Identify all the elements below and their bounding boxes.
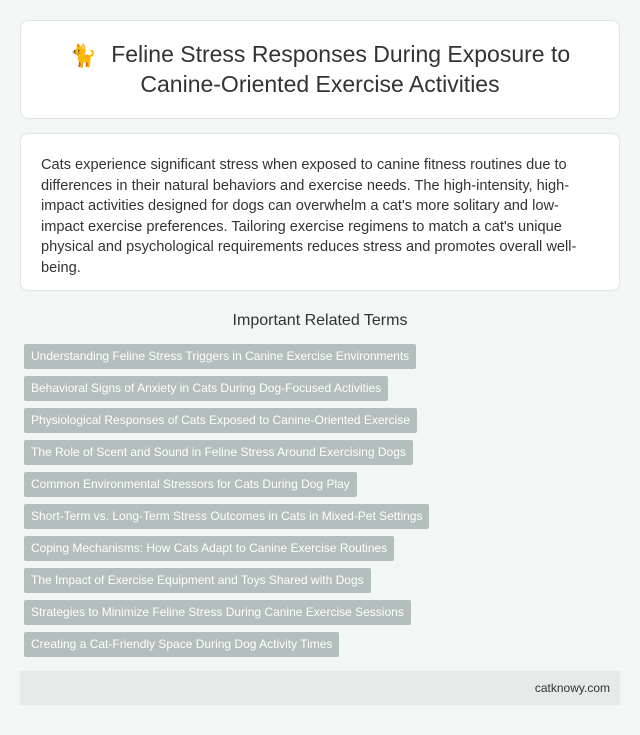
description-text: Cats experience significant stress when exposed to canine fitness routines due to differences in their natural behaviors and exercise needs. The high-intensity, high-impact activities designed for dogs can overwhelm a cat's more solitary and low-impact exercise preferences. Tailoring exercise regimens to match a cat's unique physical and psychological requirements reduces stress and promotes overall well-being. bbox=[41, 157, 577, 276]
related-term-link[interactable]: The Impact of Exercise Equipment and Toys Shared with Dogs bbox=[24, 568, 371, 593]
description-card bbox=[20, 133, 620, 291]
footer-site-link[interactable]: catknowy.com bbox=[534, 681, 610, 695]
page-title-text: Feline Stress Responses During Exposure to Canine-Oriented Exercise Activities bbox=[111, 41, 571, 97]
related-terms-list bbox=[24, 344, 614, 664]
related-term-link[interactable]: Strategies to Minimize Feline Stress During Canine Exercise Sessions bbox=[24, 600, 411, 625]
page-title bbox=[41, 40, 599, 99]
footer bbox=[20, 671, 620, 705]
related-term-link[interactable]: Coping Mechanisms: How Cats Adapt to Canine Exercise Routines bbox=[24, 536, 394, 561]
related-term-link[interactable]: Understanding Feline Stress Triggers in Canine Exercise Environments bbox=[24, 344, 416, 369]
related-terms-heading: Important Related Terms bbox=[232, 312, 408, 329]
related-term-link[interactable]: Physiological Responses of Cats Exposed to Canine-Oriented Exercise bbox=[24, 408, 417, 433]
related-term-link[interactable]: Behavioral Signs of Anxiety in Cats During Dog-Focused Activities bbox=[24, 376, 388, 401]
related-term-link[interactable]: The Role of Scent and Sound in Feline Stress Around Exercising Dogs bbox=[24, 440, 413, 465]
related-term-link[interactable]: Short-Term vs. Long-Term Stress Outcomes in Cats in Mixed-Pet Settings bbox=[24, 504, 429, 529]
cat-icon: 🐈 bbox=[69, 43, 98, 68]
related-term-link[interactable]: Creating a Cat-Friendly Space During Dog Activity Times bbox=[24, 632, 339, 657]
title-card bbox=[20, 20, 620, 119]
related-term-link[interactable]: Common Environmental Stressors for Cats During Dog Play bbox=[24, 472, 357, 497]
